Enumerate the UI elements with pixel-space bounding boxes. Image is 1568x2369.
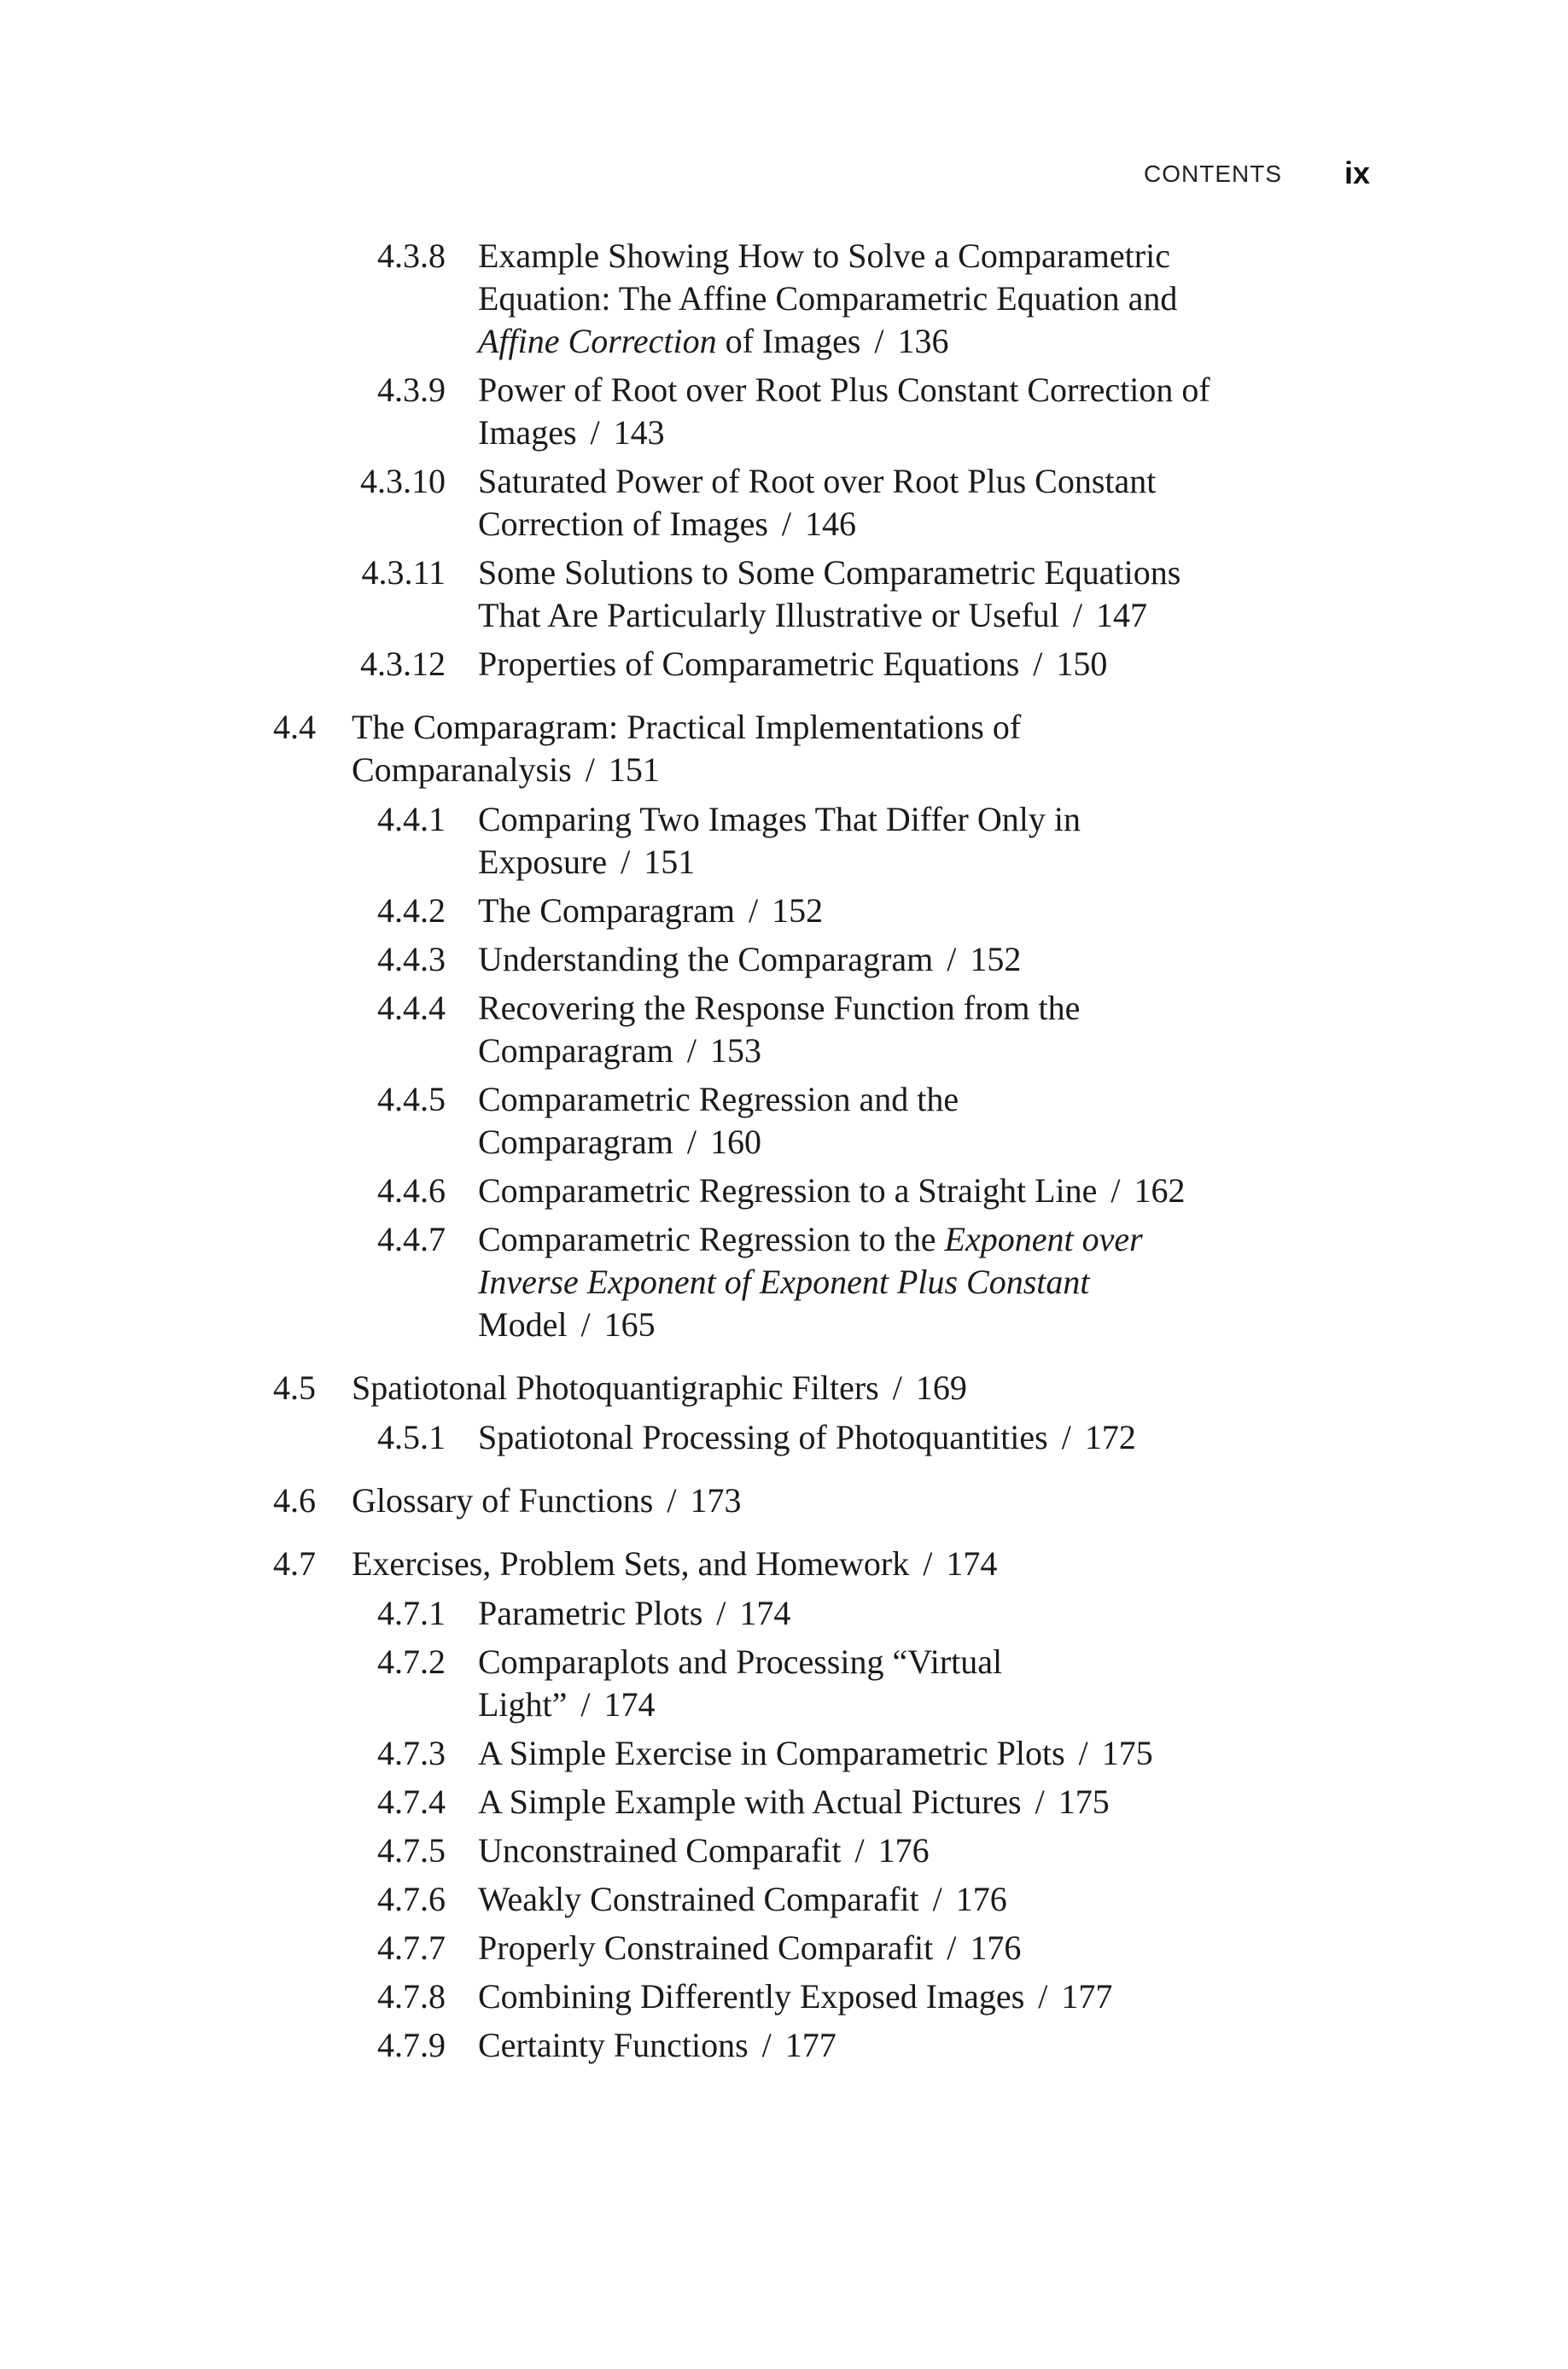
toc-entry-4-6 xyxy=(0,1479,1568,1522)
entry-page: 175 xyxy=(1058,1783,1110,1821)
entry-number: 4.3.9 xyxy=(377,371,446,409)
entry-page: 152 xyxy=(772,891,824,930)
entry-page: 147 xyxy=(1096,596,1148,634)
entry-title: Comparametric Regression and the Comparagram xyxy=(478,1080,959,1161)
entry-number: 4.4.6 xyxy=(377,1171,446,1210)
entry-title: Combining Differently Exposed Images xyxy=(478,1977,1025,2016)
entry-number: 4.4.7 xyxy=(377,1220,446,1258)
entry-title: Unconstrained Comparafit xyxy=(478,1831,842,1870)
entry-number: 4.4.3 xyxy=(377,940,446,978)
entry-title: Comparaplots and Processing “Virtual Light” xyxy=(478,1643,1003,1724)
entry-title: Glossary of Functions xyxy=(352,1481,654,1520)
entry-title: Comparametric Regression to the xyxy=(478,1220,945,1258)
entry-page: 136 xyxy=(897,322,949,360)
separator: / xyxy=(874,322,884,360)
entry-number: 4.5.1 xyxy=(377,1418,446,1456)
entry-title: Power of Root over Root Plus Constant Correction of Images xyxy=(478,371,1210,452)
entry-number: 4.4.2 xyxy=(377,891,446,930)
entry-title: Parametric Plots xyxy=(478,1594,703,1632)
entry-title: Spatiotonal Photoquantigraphic Filters xyxy=(352,1368,879,1407)
separator: / xyxy=(1035,1783,1045,1821)
entry-number: 4.7.2 xyxy=(377,1643,446,1681)
separator: / xyxy=(749,891,759,930)
toc-entry-4-7-5 xyxy=(0,1829,1568,1872)
entry-title: The Comparagram: Practical Implementations of Comparanalysis xyxy=(352,708,1022,789)
entry-page: 143 xyxy=(613,413,665,452)
separator: / xyxy=(580,1685,591,1724)
entry-number: 4.7.5 xyxy=(377,1831,446,1870)
entry-title: Recovering the Response Function from the Comparagram xyxy=(478,989,1081,1070)
entry-page: 150 xyxy=(1056,645,1108,683)
running-head-title: CONTENTS xyxy=(1144,160,1282,187)
entry-page: 169 xyxy=(915,1368,967,1407)
entry-title: Saturated Power of Root over Root Plus Constant Correction of Images xyxy=(478,462,1157,543)
entry-page: 177 xyxy=(784,2026,836,2064)
separator: / xyxy=(1072,596,1083,634)
entry-page: 151 xyxy=(608,750,660,789)
toc-entry-4-7 xyxy=(0,1543,1568,1585)
entry-title: Comparametric Regression to a Straight Line xyxy=(478,1171,1098,1210)
separator: / xyxy=(686,1031,697,1070)
entry-page: 153 xyxy=(709,1031,761,1070)
toc-entry-4-7-4 xyxy=(0,1781,1568,1823)
entry-number: 4.4 xyxy=(273,708,316,746)
page-number: ix xyxy=(1344,155,1371,190)
entry-page: 175 xyxy=(1101,1734,1153,1772)
entry-title: Certainty Functions xyxy=(478,2026,749,2064)
entry-title: Properly Constrained Comparafit xyxy=(478,1928,934,1967)
separator: / xyxy=(686,1123,697,1161)
toc-entry-4-4-1 xyxy=(0,798,1568,884)
entry-number: 4.7.9 xyxy=(377,2026,446,2064)
entry-title: A Simple Exercise in Comparametric Plots xyxy=(478,1734,1065,1772)
separator: / xyxy=(947,940,957,978)
toc-entry-4-7-1 xyxy=(0,1592,1568,1635)
toc-entry-4-3-11 xyxy=(0,551,1568,637)
entry-number: 4.7.4 xyxy=(377,1783,446,1821)
entry-page: 177 xyxy=(1061,1977,1113,2016)
entry-page: 160 xyxy=(709,1123,761,1161)
toc-entry-4-4-2 xyxy=(0,890,1568,932)
separator: / xyxy=(621,843,631,881)
entry-title: Example Showing How to Solve a Comparametric Equation: The Affine Comparametric Equation and xyxy=(478,236,1178,318)
separator: / xyxy=(1038,1977,1048,2016)
entry-title-suffix: Model xyxy=(478,1305,568,1344)
entry-number: 4.7 xyxy=(273,1544,316,1583)
entry-page: 152 xyxy=(970,940,1022,978)
entry-page: 172 xyxy=(1084,1418,1136,1456)
toc-entry-4-4-4 xyxy=(0,987,1568,1072)
toc-entry-4-7-2 xyxy=(0,1641,1568,1726)
entry-page: 174 xyxy=(946,1544,998,1583)
separator: / xyxy=(1061,1418,1071,1456)
entry-page: 165 xyxy=(603,1305,656,1344)
toc-entry-4-4 xyxy=(0,706,1568,791)
entry-page: 162 xyxy=(1134,1171,1186,1210)
separator: / xyxy=(932,1880,942,1918)
toc-entry-4-3-8 xyxy=(0,235,1568,363)
toc-entry-4-7-6 xyxy=(0,1878,1568,1921)
entry-number: 4.4.5 xyxy=(377,1080,446,1118)
entry-number: 4.3.8 xyxy=(377,236,446,275)
toc-entry-4-7-7 xyxy=(0,1927,1568,1969)
separator: / xyxy=(923,1544,933,1583)
entry-number: 4.5 xyxy=(273,1368,316,1407)
entry-number: 4.3.12 xyxy=(360,645,446,683)
separator: / xyxy=(590,413,600,452)
entry-page: 146 xyxy=(805,505,857,543)
toc-entry-4-3-9 xyxy=(0,369,1568,454)
toc-entry-4-7-3 xyxy=(0,1732,1568,1775)
toc-entry-4-5 xyxy=(0,1367,1568,1409)
entry-title: Comparing Two Images That Differ Only in Exposure xyxy=(478,800,1081,881)
separator: / xyxy=(667,1481,677,1520)
entry-title: Some Solutions to Some Comparametric Equations That Are Particularly Illustrative or Useful xyxy=(478,553,1181,634)
entry-number: 4.6 xyxy=(273,1481,316,1520)
entry-title: Exercises, Problem Sets, and Homework xyxy=(352,1544,910,1583)
entry-title-italic: Exponent over Inverse Exponent of Exponent Plus Constant xyxy=(478,1220,1143,1301)
toc-entry-4-3-12 xyxy=(0,643,1568,686)
toc-entry-4-4-3 xyxy=(0,938,1568,981)
separator: / xyxy=(854,1831,865,1870)
separator: / xyxy=(1110,1171,1121,1210)
toc-entry-4-5-1 xyxy=(0,1416,1568,1459)
entry-number: 4.7.1 xyxy=(377,1594,446,1632)
entry-page: 173 xyxy=(690,1481,742,1520)
entry-number: 4.3.10 xyxy=(360,462,446,500)
entry-number: 4.4.1 xyxy=(377,800,446,838)
entry-title: Weakly Constrained Comparafit xyxy=(478,1880,919,1918)
entry-title: The Comparagram xyxy=(478,891,735,930)
entry-title: Spatiotonal Processing of Photoquantities xyxy=(478,1418,1048,1456)
entry-title: Properties of Comparametric Equations xyxy=(478,645,1020,683)
entry-number: 4.7.3 xyxy=(377,1734,446,1772)
entry-page: 176 xyxy=(955,1880,1007,1918)
running-head xyxy=(1024,154,1374,196)
separator: / xyxy=(761,2026,772,2064)
entry-number: 4.7.7 xyxy=(377,1928,446,1967)
toc-entry-4-7-8 xyxy=(0,1975,1568,2018)
separator: / xyxy=(781,505,792,543)
entry-number: 4.3.11 xyxy=(361,553,446,592)
toc-entry-4-4-5 xyxy=(0,1078,1568,1164)
entry-page: 176 xyxy=(877,1831,930,1870)
table-of-contents xyxy=(0,235,1568,2067)
entry-title-italic: Affine Correction xyxy=(478,322,717,360)
toc-entry-4-7-9 xyxy=(0,2024,1568,2067)
separator: / xyxy=(1078,1734,1088,1772)
separator: / xyxy=(716,1594,726,1632)
entry-page: 174 xyxy=(603,1685,656,1724)
separator: / xyxy=(585,750,595,789)
separator: / xyxy=(947,1928,957,1967)
entry-title-suffix: of Images xyxy=(716,322,861,360)
entry-number: 4.7.6 xyxy=(377,1880,446,1918)
toc-entry-4-4-7 xyxy=(0,1218,1568,1346)
separator: / xyxy=(892,1368,902,1407)
entry-number: 4.7.8 xyxy=(377,1977,446,2016)
entry-number: 4.4.4 xyxy=(377,989,446,1027)
separator: / xyxy=(580,1305,591,1344)
entry-page: 151 xyxy=(644,843,696,881)
entry-title: A Simple Example with Actual Pictures xyxy=(478,1783,1022,1821)
toc-entry-4-4-6 xyxy=(0,1170,1568,1212)
toc-entry-4-3-10 xyxy=(0,460,1568,546)
entry-page: 174 xyxy=(739,1594,791,1632)
entry-page: 176 xyxy=(970,1928,1022,1967)
separator: / xyxy=(1033,645,1043,683)
entry-title: Understanding the Comparagram xyxy=(478,940,934,978)
